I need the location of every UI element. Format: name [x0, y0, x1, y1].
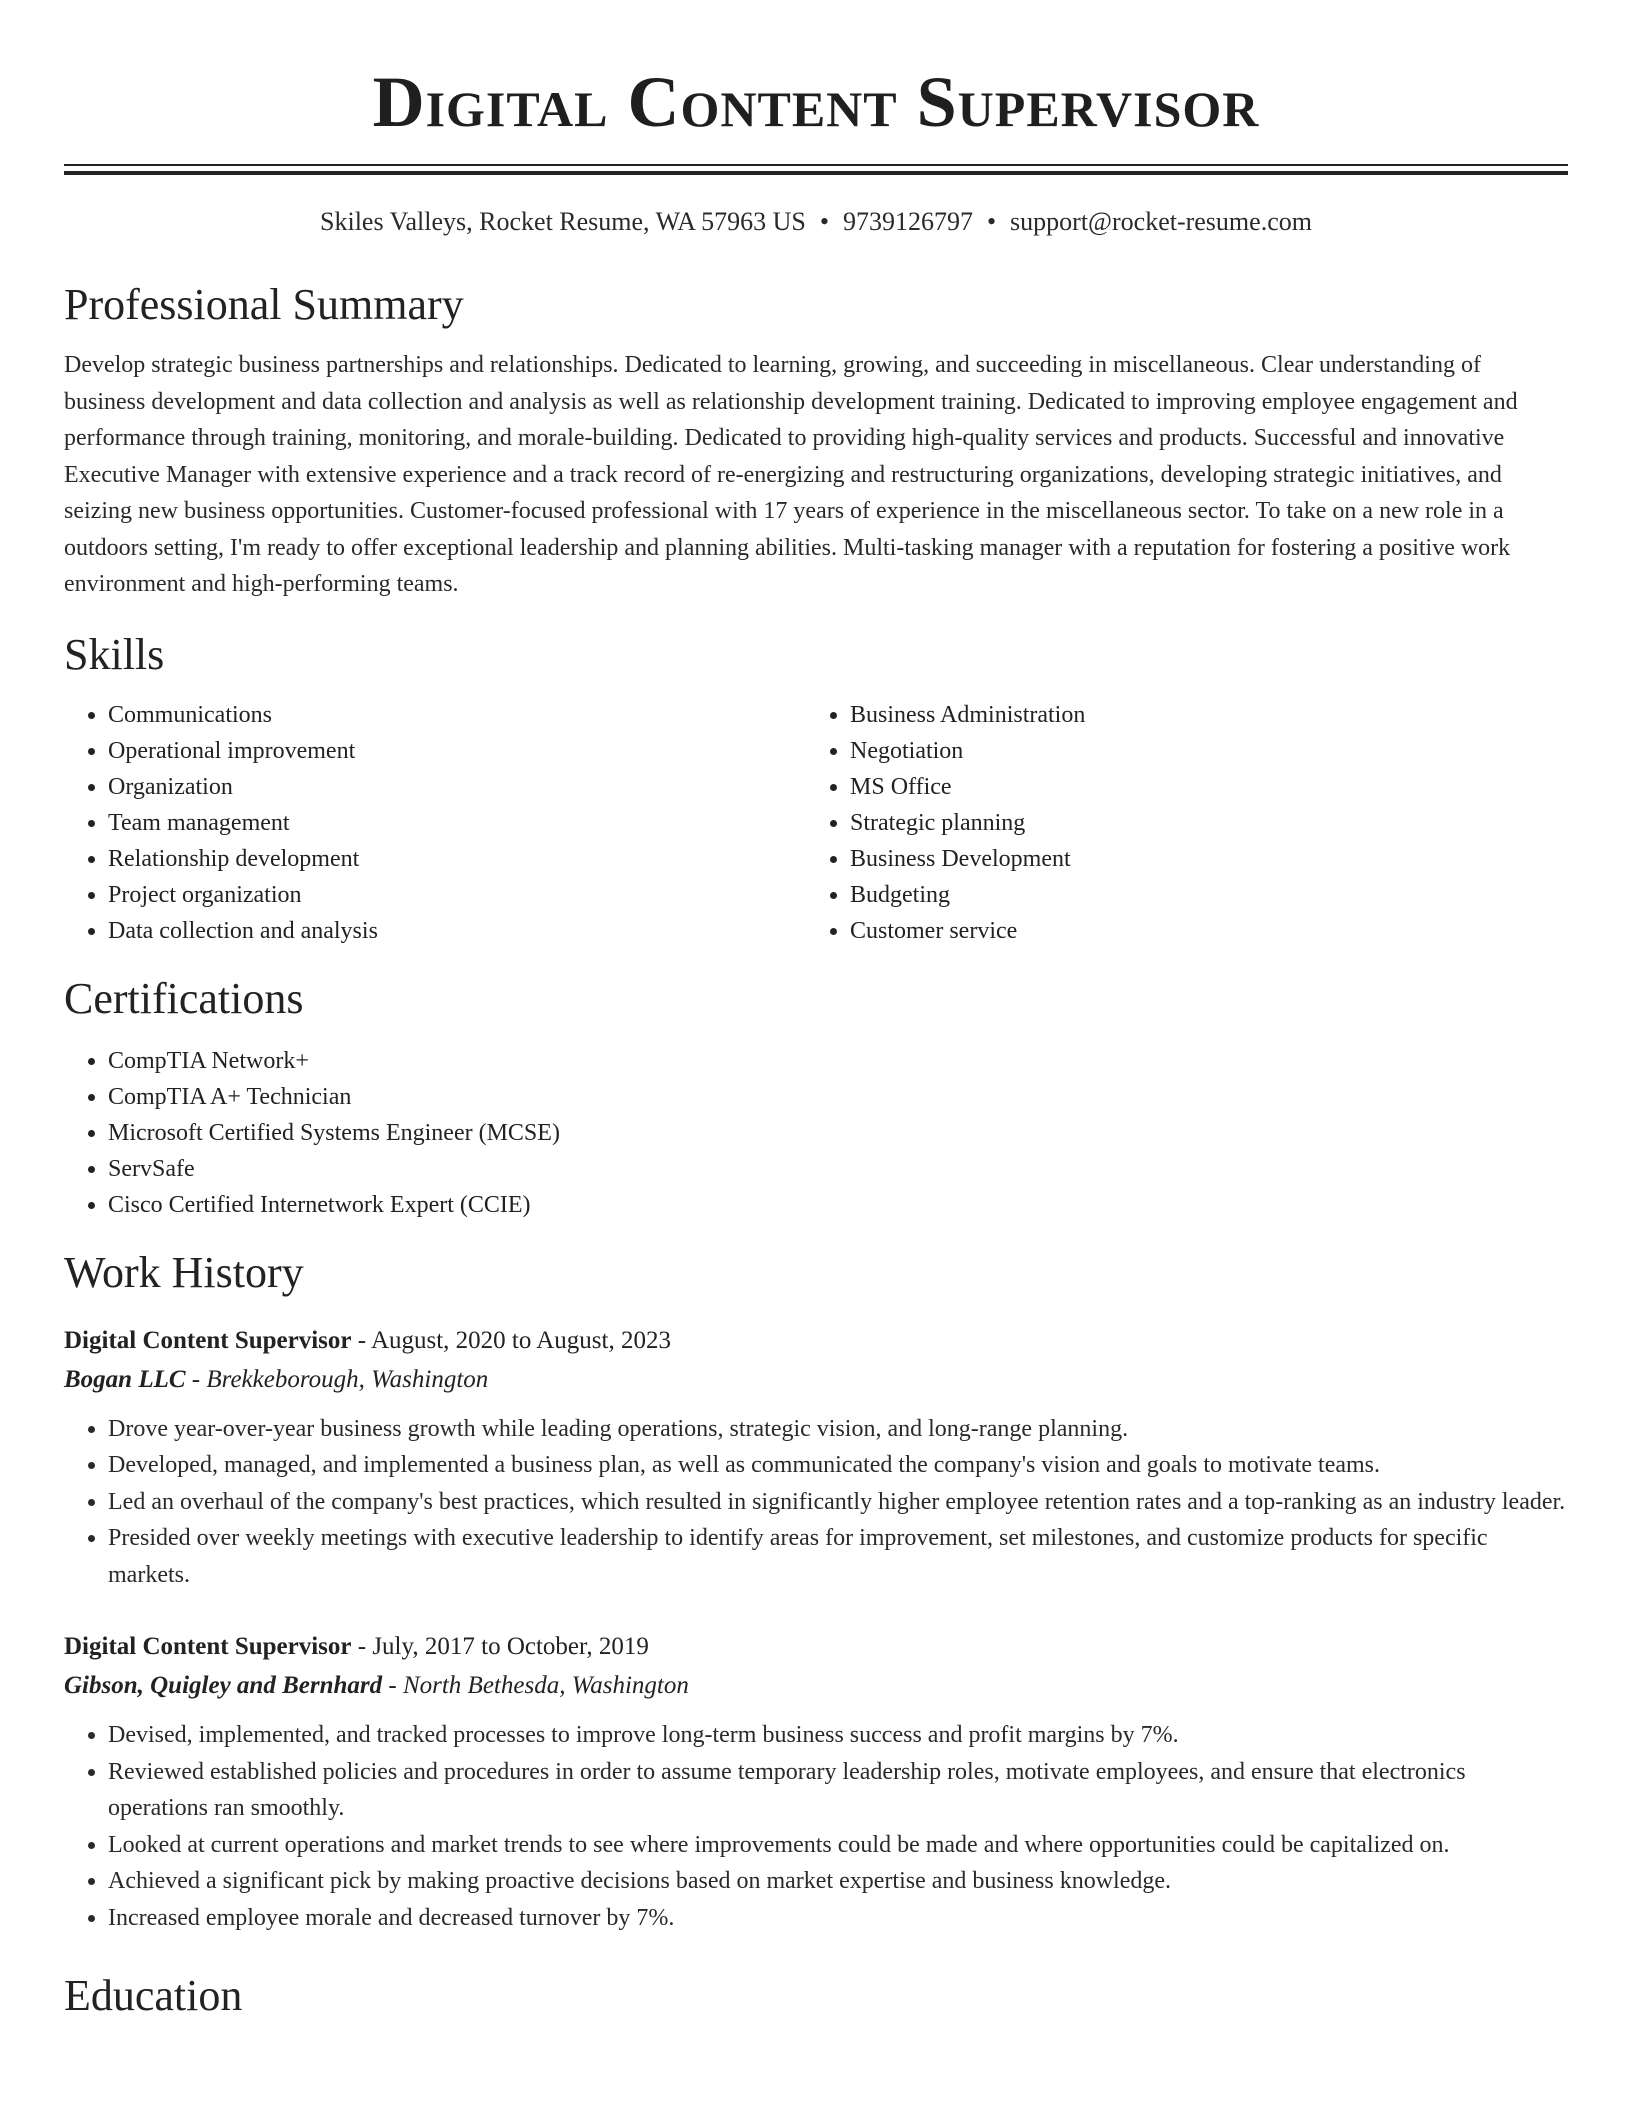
skill-item: • Customer service: [850, 913, 1085, 949]
certification-item: • Cisco Certified Internetwork Expert (CCIE): [108, 1187, 1568, 1223]
contact-separator: •: [819, 207, 829, 236]
job-duty-item: • Increased employee morale and decreased turnover by 7%.: [108, 1900, 1568, 1937]
job-entry: [64, 1627, 1568, 1936]
job-employer: [64, 1361, 1568, 1399]
skills-list-right: [806, 697, 1085, 949]
skill-item: • Negotiation: [850, 733, 1085, 769]
job-duties-list: [64, 1717, 1568, 1936]
skills-columns: [64, 697, 1568, 949]
skill-item: • Relationship development: [108, 841, 806, 877]
education-heading: Education: [64, 1971, 243, 2020]
skill-item: • MS Office: [850, 769, 1085, 805]
contact-phone: 9739126797: [842, 207, 973, 236]
job-dates: - July, 2017 to October, 2019: [351, 1633, 649, 1660]
job-location: - Brekkeborough, Washington: [185, 1365, 489, 1393]
job-header: [64, 1321, 1568, 1361]
contact-line: [64, 205, 1568, 239]
skill-item: • Communications: [108, 697, 806, 733]
job-title: Digital Content Supervisor: [64, 1633, 352, 1660]
skill-item: • Project organization: [108, 877, 806, 913]
job-title: Digital Content Supervisor: [64, 1326, 352, 1354]
summary-text: Develop strategic business partnerships and relationships. Dedicated to learning, growing, and succeeding in miscellaneous. Clear understanding of business development and data collection and analysis as well as relationship development training. Dedicated to improving employee engagement and performance through training, monitoring, and morale-building. Dedicated to providing high-quality services and products. Successful and innovative Executive Manager with extensive experience and a track record of re-energizing and restructuring organizations, developing strategic initiatives, and seizing new business opportunities. Customer-focused professional with 17 years of experience in the miscellaneous sector. To take on a new role in a outdoors setting, I'm ready to offer exceptional leadership and planning abilities. Multi-tasking manager with a reputation for fostering a positive work environment and high-performing teams.: [64, 352, 1518, 597]
job-company-name: Gibson, Quigley and Bernhard: [64, 1672, 383, 1699]
skill-item: • Business Administration: [850, 697, 1085, 733]
job-entry: [64, 1321, 1568, 1594]
job-employer: [64, 1667, 1568, 1705]
job-duty-item: • Devised, implemented, and tracked processes to improve long-term business success and profit margins by 7%.: [108, 1717, 1568, 1754]
resume-name: Digital Content Supervisor: [372, 62, 1260, 142]
job-duty-item: • Looked at current operations and market trends to see where improvements could be made and where opportunities could be capitalized on.: [108, 1827, 1568, 1864]
job-duty-item: • Presided over weekly meetings with executive leadership to identify areas for improvement, set milestones, and customize products for specific markets.: [108, 1520, 1568, 1593]
job-duty-item: • Achieved a significant pick by making proactive decisions based on market expertise and business knowledge.: [108, 1863, 1568, 1900]
job-duty-item: • Reviewed established policies and procedures in order to assume temporary leadership roles, motivate employees, and ensure that electronics operations ran smoothly.: [108, 1754, 1568, 1827]
job-header: [64, 1627, 1568, 1667]
certification-item: • Microsoft Certified Systems Engineer (MCSE): [108, 1115, 1568, 1151]
job-duty-item: • Developed, managed, and implemented a business plan, as well as communicated the company's vision and goals to motivate teams.: [108, 1447, 1568, 1484]
job-duty-item: • Led an overhaul of the company's best practices, which resulted in significantly higher employee retention rates and a top-ranking as an industry leader.: [108, 1484, 1568, 1521]
skill-item: • Business Development: [850, 841, 1085, 877]
skill-item: • Organization: [108, 769, 806, 805]
contact-address: Skiles Valleys, Rocket Resume, WA 57963 US: [320, 207, 806, 236]
job-duty-item: • Drove year-over-year business growth while leading operations, strategic vision, and long-range planning.: [108, 1411, 1568, 1448]
job-dates: - August, 2020 to August, 2023: [351, 1326, 671, 1354]
job-company-name: Bogan LLC: [64, 1365, 186, 1393]
certification-item: • ServSafe: [108, 1151, 1568, 1187]
skill-item: • Data collection and analysis: [108, 913, 806, 949]
certifications-heading: Certifications: [64, 973, 304, 1023]
certification-item: • CompTIA Network+: [108, 1043, 1568, 1079]
job-location: - North Bethesda, Washington: [382, 1672, 689, 1699]
certifications-list: [64, 1043, 1568, 1223]
job-duties-list: [64, 1411, 1568, 1594]
skills-list-left: [64, 697, 806, 949]
skills-heading: Skills: [64, 629, 165, 679]
work-history-heading: Work History: [64, 1247, 304, 1297]
contact-separator: •: [986, 207, 997, 236]
skill-item: • Operational improvement: [108, 733, 806, 769]
skill-item: • Team management: [108, 805, 806, 841]
header-divider-thick: [64, 171, 1568, 175]
header-divider-thin: [64, 164, 1568, 166]
certification-item: • CompTIA A+ Technician: [108, 1079, 1568, 1115]
skill-item: • Budgeting: [850, 877, 1085, 913]
summary-heading: Professional Summary: [64, 280, 464, 329]
skill-item: • Strategic planning: [850, 805, 1085, 841]
contact-email: support@rocket-resume.com: [1010, 207, 1312, 236]
